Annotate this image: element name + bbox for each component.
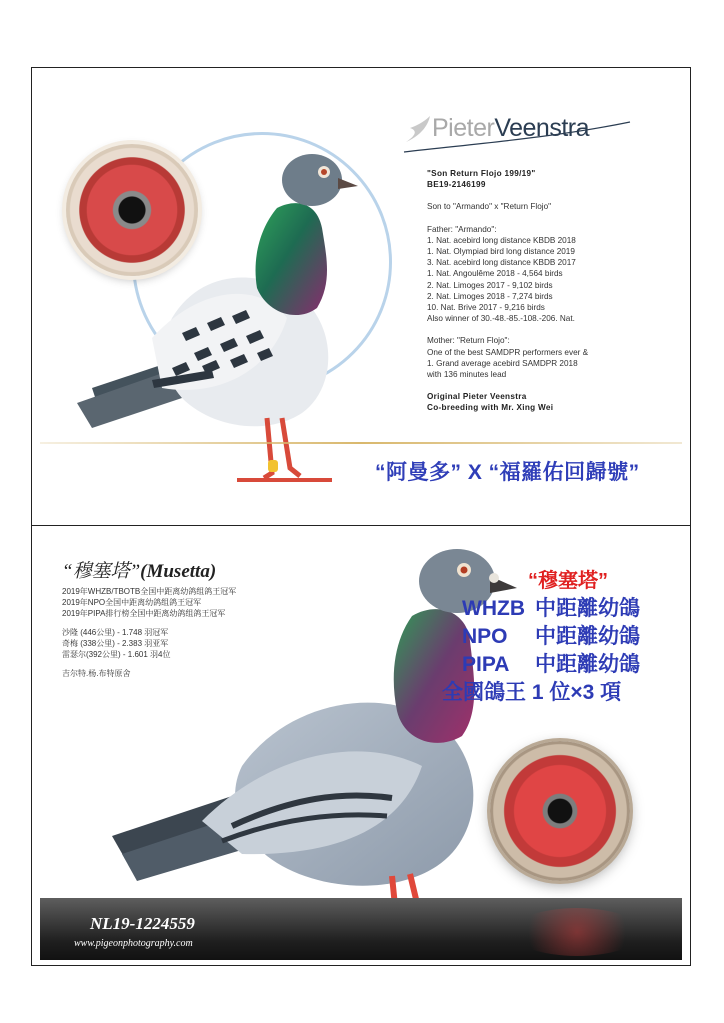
father-result: 3. Nat. acebird long distance KBDB 2017 (427, 258, 576, 268)
race-result: 沙隆 (446公里) - 1.748 羽冠军 (62, 628, 169, 637)
eye-reflection (512, 908, 642, 956)
race-result: 奇梅 (338公里) - 2.383 羽亚军 (62, 639, 169, 648)
awards-box (442, 564, 691, 707)
origin-line: Original Pieter Veenstra (427, 392, 527, 402)
logo-text (432, 114, 589, 143)
achievement-line: 2019年PIPA排行榜全国中距离幼鸽组鸽王冠军 (62, 609, 226, 618)
pigeon-name: "Son Return Flojo 199/19" (427, 169, 536, 178)
pedigree-info (427, 168, 682, 414)
award-text: 中距離幼鴿 (535, 653, 640, 676)
bottom-panel (31, 525, 691, 966)
father-result: 1. Nat. acebird long distance KBDB 2018 (427, 235, 576, 245)
father-result: 10. Nat. Brive 2017 - 9,216 birds (427, 303, 545, 313)
father-result: 2. Nat. Limoges 2017 - 9,102 birds (427, 280, 553, 290)
award-line (462, 651, 691, 679)
race-result: 雷瑟尔(392公里) - 1.601 羽4位 (62, 650, 171, 659)
title-chinese: “穆塞塔” (62, 561, 141, 582)
award-text: 中距離幼鴿 (535, 597, 640, 620)
father-result: 2. Nat. Limoges 2018 - 7,274 birds (427, 291, 553, 301)
parents-line: Son to "Armando" x "Return Flojo" (427, 202, 552, 212)
mother-result: with 136 minutes lead (427, 370, 507, 380)
pigeon-ring: BE19-2146199 (427, 180, 486, 190)
gold-divider (40, 442, 682, 444)
award-org: NPO (462, 625, 508, 648)
logo-second: Veenstra (494, 114, 589, 142)
achievement-line: 2019年NPO全国中距离幼鸽组鸽王冠军 (62, 598, 202, 607)
parents-caption: “阿曼多” X “福羅佑回歸號” (375, 461, 640, 484)
award-summary: 全國鴿王 1 位×3 項 (442, 681, 622, 704)
achievement-line: 2019年WHZB/TBOTB全国中距离幼鸽组鸽王冠军 (62, 587, 237, 596)
cobreeding-line: Co-breeding with Mr. Xing Wei (427, 403, 554, 413)
title-latin: (Musetta) (140, 561, 217, 582)
award-text: 中距離幼鴿 (535, 625, 640, 648)
award-org: WHZB (462, 597, 525, 620)
breeder-logo (402, 108, 632, 156)
mother-result: 1. Grand average acebird SAMDPR 2018 (427, 358, 578, 368)
mother-label: Mother: "Return Flojo": (427, 336, 510, 346)
mother-result: One of the best SAMDPR performers ever & (427, 347, 589, 357)
website-credit: www.pigeonphotography.com (74, 938, 193, 949)
awards-heading: “穆塞塔” (528, 570, 608, 592)
logo-first: Pieter (432, 114, 495, 142)
ring-number: NL19-1224559 (90, 914, 195, 933)
award-org: PIPA (462, 653, 510, 676)
father-result: Also winner of 30.-48.-85.-108.-206. Nat. (427, 314, 575, 324)
top-panel (31, 67, 691, 526)
father-label: Father: "Armando": (427, 224, 497, 234)
father-result: 1. Nat. Angoulême 2018 - 4,564 birds (427, 269, 563, 279)
breeder-line: 吉尔特.杨.布特原舍 (62, 669, 131, 678)
award-line (462, 623, 691, 651)
award-line (462, 595, 691, 623)
eye-photo (490, 741, 630, 881)
father-result: 1. Nat. Olympiad bird long distance 2019 (427, 247, 575, 257)
